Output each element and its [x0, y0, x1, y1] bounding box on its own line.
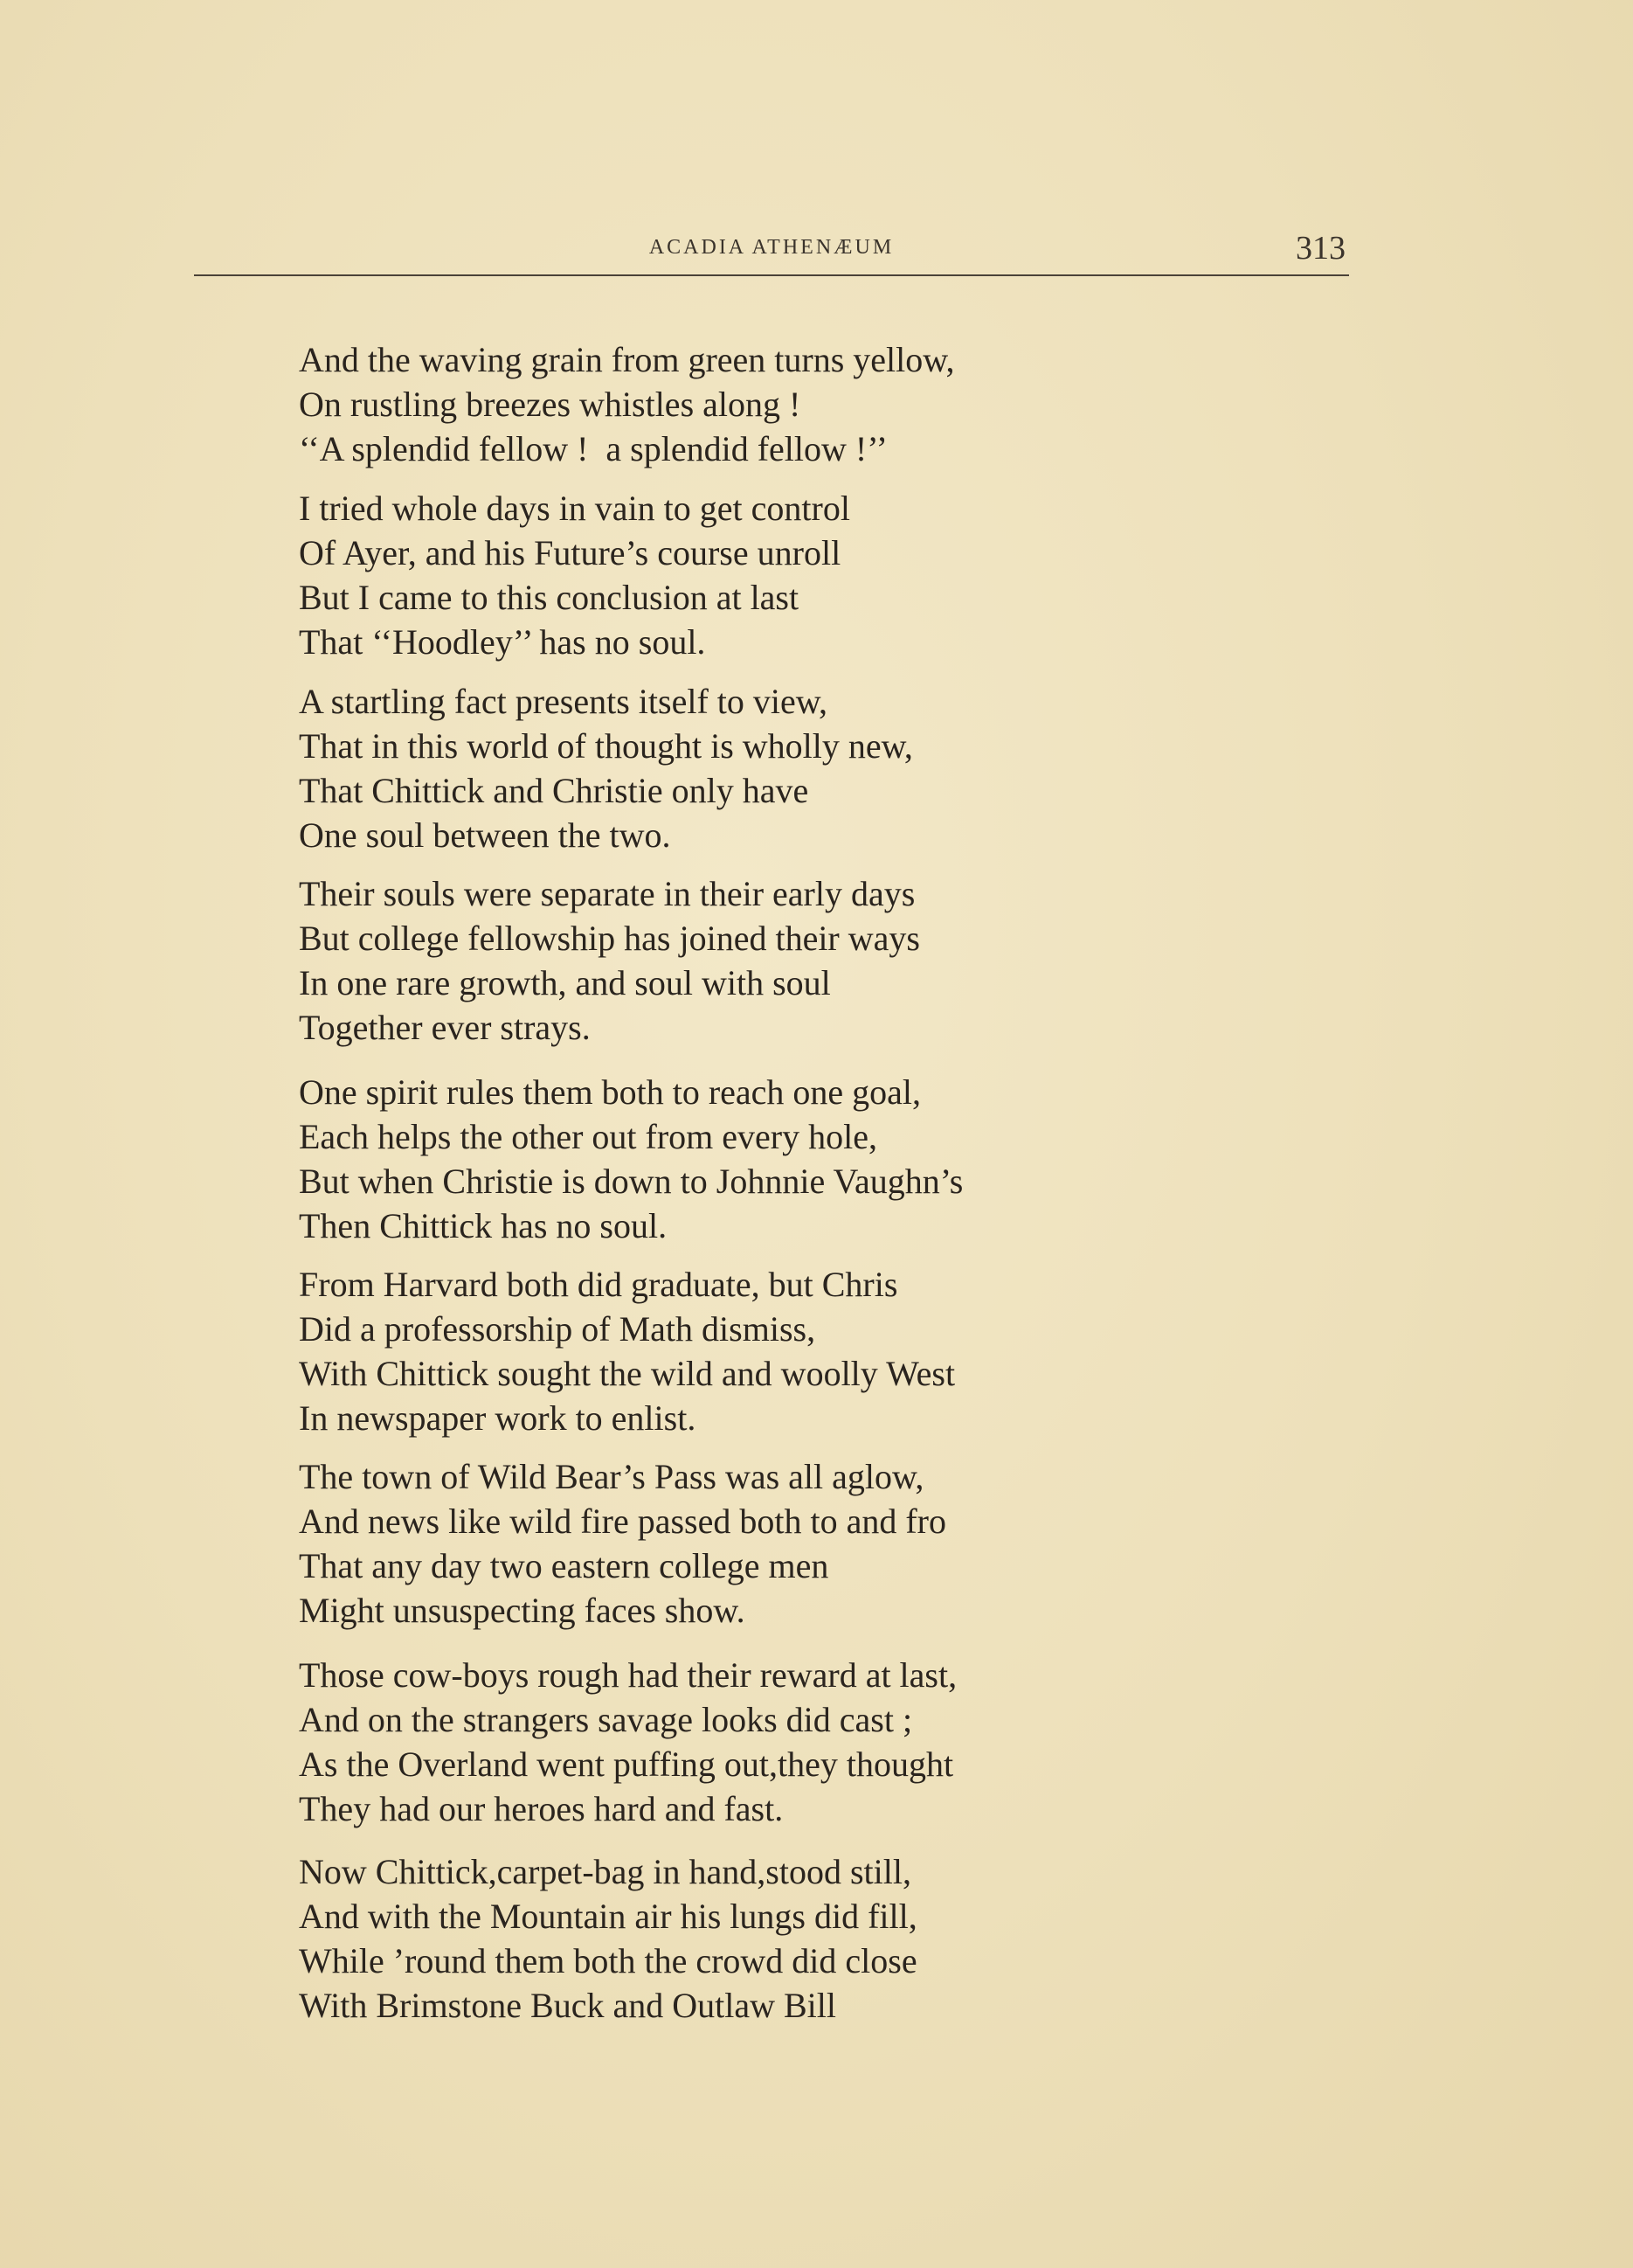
poem-line: From Harvard both did graduate, but Chris — [299, 1265, 898, 1304]
poem-line: Then Chittick has no soul. — [299, 1206, 668, 1245]
poem-line: Now Chittick,carpet-bag in hand,stood still, — [299, 1852, 911, 1891]
stanza — [299, 1849, 1260, 2028]
poem-line: Might unsuspecting faces show. — [299, 1591, 745, 1630]
poem-body — [299, 322, 1260, 2028]
stanza — [299, 679, 1260, 857]
stanza — [299, 1262, 1260, 1440]
poem-line: But I came to this conclusion at last — [299, 578, 799, 617]
poem-line: Each helps the other out from every hole, — [299, 1117, 877, 1156]
stanza — [299, 1070, 1260, 1248]
poem-line: But college fellowship has joined their ways — [299, 919, 920, 958]
stanza — [299, 337, 1260, 471]
poem-line: That in this world of thought is wholly new, — [299, 726, 913, 766]
poem-line: ‘‘A splendid fellow ! a splendid fellow !’’ — [299, 429, 888, 468]
poem-line: With Chittick sought the wild and woolly West — [299, 1354, 956, 1393]
poem-line: In newspaper work to enlist. — [299, 1398, 696, 1438]
page-number: 313 — [1296, 230, 1346, 267]
poem-line: And with the Mountain air his lungs did fill, — [299, 1897, 917, 1936]
poem-line: Of Ayer, and his Future’s course unroll — [299, 533, 841, 572]
poem-line: Those cow-boys rough had their reward at last, — [299, 1655, 958, 1695]
poem-line: In one rare growth, and soul with soul — [299, 963, 831, 1002]
stanza — [299, 1454, 1260, 1633]
poem-line: As the Overland went puffing out,they thought — [299, 1744, 954, 1784]
poem-line: They had our heroes hard and fast. — [299, 1789, 784, 1828]
poem-line: Did a professorship of Math dismiss, — [299, 1309, 816, 1349]
stanza — [299, 486, 1260, 664]
stanza — [299, 871, 1260, 1050]
poem-line: Together ever strays. — [299, 1008, 591, 1047]
poem-line: I tried whole days in vain to get control — [299, 489, 850, 528]
poem-line: And the waving grain from green turns yellow, — [299, 340, 955, 379]
poem-line: On rustling breezes whistles along ! — [299, 385, 801, 424]
poem-line: That any day two eastern college men — [299, 1546, 829, 1585]
poem-line: One spirit rules them both to reach one goal, — [299, 1072, 922, 1112]
poem-line: While ’round them both the crowd did close — [299, 1941, 917, 1980]
poem-line: And news like wild fire passed both to and fro — [299, 1502, 946, 1541]
poem-line: That Chittick and Christie only have — [299, 771, 809, 810]
journal-title: ACADIA ATHENÆUM — [648, 236, 895, 259]
poem-line: With Brimstone Buck and Outlaw Bill — [299, 1986, 836, 2025]
poem-line: A startling fact presents itself to view, — [299, 682, 828, 721]
poem-line: But when Christie is down to Johnnie Vaughn’s — [299, 1162, 964, 1201]
poem-line: One soul between the two. — [299, 815, 671, 855]
stanza — [299, 1653, 1260, 1831]
poem-line: Their souls were separate in their early days — [299, 874, 916, 913]
running-head — [194, 229, 1349, 273]
poem-line: And on the strangers savage looks did cast ; — [299, 1700, 913, 1739]
header-rule — [194, 274, 1349, 276]
poem-line: That ‘‘Hoodley’’ has no soul. — [299, 622, 706, 662]
poem-line: The town of Wild Bear’s Pass was all aglow, — [299, 1457, 924, 1496]
